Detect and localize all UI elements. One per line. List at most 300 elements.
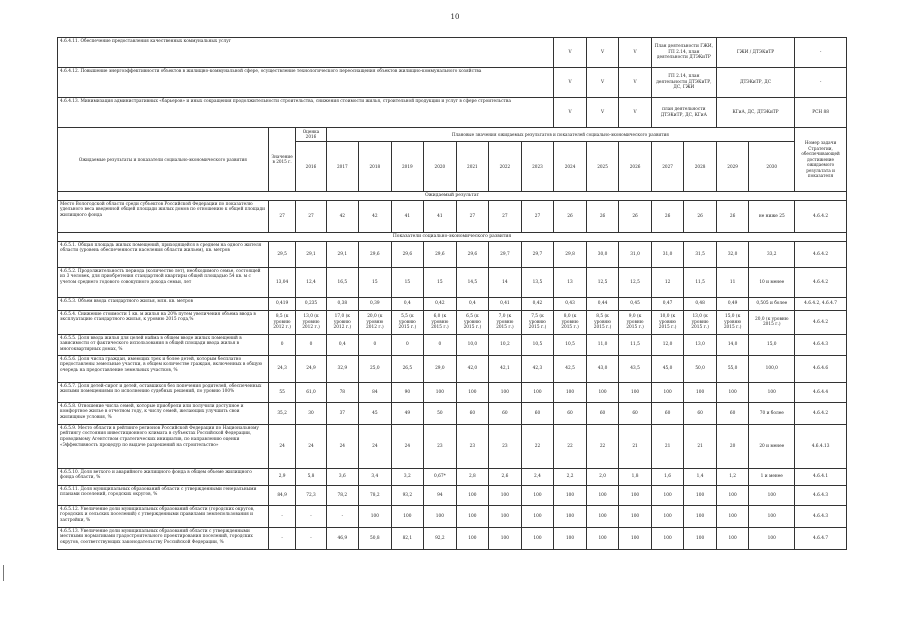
indicator-value: 26: [619, 200, 652, 232]
measure-mark: V: [619, 68, 652, 98]
indicator-row: [58, 355, 847, 382]
indicator-value: 100: [424, 382, 457, 402]
indicator-value: 0,43: [554, 297, 587, 310]
indicator-value: 60: [489, 402, 522, 424]
indicator-value: 100: [716, 527, 749, 549]
indicator-value: 21: [684, 424, 717, 468]
measure-row: [58, 38, 847, 68]
indicator-value: 12: [651, 267, 684, 297]
indicator-value: 30,0: [586, 241, 619, 267]
header-strategy-ref: Номер задачи Стратегии, обеспечивающей достижение ожидаемого результата и показателя: [795, 128, 847, 192]
indicator-value: 29,5: [268, 241, 296, 267]
indicator-value: 42,1: [489, 355, 522, 382]
indicator-value: 5,8: [296, 468, 326, 485]
indicator-ref: 4.6.4.2: [795, 402, 847, 424]
table-header: [58, 128, 847, 192]
indicator-label: 4.6.5.7. Доля детей-сирот и детей, оставшихся без попечения родителей, обеспеченных жилыми помещениями по исполнению судебных решений, по уровню 100%: [58, 382, 269, 402]
indicator-value: 100: [619, 505, 652, 527]
indicator-value: 60: [716, 402, 749, 424]
indicator-value: 0,44: [586, 297, 619, 310]
indicator-value: 13,04: [268, 267, 296, 297]
header-year: 2018: [359, 141, 392, 191]
indicator-value: 100: [749, 382, 795, 402]
indicator-value: 11,5: [619, 334, 652, 355]
indicator-value: 13,0 (к уровню 2012 г.): [296, 310, 326, 334]
indicator-value: 24: [391, 424, 424, 468]
indicator-value: 46,9: [326, 527, 359, 549]
indicator-value: 23: [489, 424, 522, 468]
indicator-row: [58, 485, 847, 505]
indicator-value: 9,0 (к уровню 2015 г.): [619, 310, 652, 334]
measure-document: -: [795, 68, 847, 98]
indicator-value: 31,5: [684, 241, 717, 267]
indicator-value: 0,41: [489, 297, 522, 310]
measure-executor: ГЖИ / ДТЭКиТР: [716, 38, 794, 68]
indicator-ref: 4.6.4.2: [795, 310, 847, 334]
indicator-value: 100: [521, 505, 554, 527]
indicator-value: 24,9: [296, 355, 326, 382]
indicator-value: 12,4: [296, 267, 326, 297]
indicator-value: 100: [521, 382, 554, 402]
indicator-value: 100: [651, 382, 684, 402]
indicator-value: 60: [651, 402, 684, 424]
section-expected-result: [58, 191, 847, 200]
measure-mark: V: [554, 68, 587, 98]
indicator-label: 4.6.5.13. Увеличение доли муниципальных образований области с утвержденными местными нормативами градостроительного проектирования поселений, городских округов, соответствующих законодательству Российской Федерации, %: [58, 527, 269, 549]
indicator-ref: 4.6.4.6: [795, 355, 847, 382]
indicator-value: 94: [424, 485, 457, 505]
indicator-value: 24: [326, 424, 359, 468]
indicator-value: 55,0: [716, 355, 749, 382]
indicator-value: 21: [651, 424, 684, 468]
indicator-value: 100: [359, 505, 392, 527]
indicator-label: 4.6.5.2. Продолжительность периода (количество лет), необходимого семье, состоящей из 3 человек, для приобретения стандартной квартиры общей площадью 54 кв. м с учетом среднего годового совокупного дохода семьи, лет: [58, 267, 269, 297]
indicator-value: 0,4: [391, 297, 424, 310]
indicator-label: 4.6.5.1. Общая площадь жилых помещений, приходящейся в среднем на одного жителя области (уровень обеспеченности населения области жильем), кв. метров: [58, 241, 269, 267]
measure-document: РСН 88: [795, 98, 847, 128]
indicator-value: 93,2: [391, 485, 424, 505]
indicator-value: 26: [651, 200, 684, 232]
indicator-value: 10,0: [456, 334, 489, 355]
indicator-row: [58, 297, 847, 310]
measure-text: 4.6.4.12. Повышение энергоэффективности объектов в жилищно-коммунальной сфере, осуществление технологического переоснащения объектов жилищно-коммунального хозяйства: [58, 68, 554, 98]
indicator-value: 27: [489, 200, 522, 232]
indicator-row: [58, 310, 847, 334]
indicator-row: [58, 334, 847, 355]
indicator-value: 12,5: [619, 267, 652, 297]
indicator-value: 26: [554, 200, 587, 232]
indicator-value: 84: [359, 382, 392, 402]
indicator-value: 10,5: [554, 334, 587, 355]
indicator-value: -: [296, 527, 326, 549]
indicator-ref: 4.6.4.2: [795, 200, 847, 232]
indicator-value: 29,6: [456, 241, 489, 267]
indicator-value: 82,1: [391, 527, 424, 549]
indicator-value: 42,3: [521, 355, 554, 382]
indicator-ref: 4.6.4.7: [795, 527, 847, 549]
indicator-label: 4.6.5.4. Снижение стоимости 1 кв. м жилья на 20% путем увеличения объема ввода в эксплуатацию стандартного жилья, к уровню 2015 года,%: [58, 310, 269, 334]
indicator-value: 30: [296, 402, 326, 424]
indicator-value: 14,0: [716, 334, 749, 355]
indicator-value: 2,9: [268, 468, 296, 485]
indicator-value: 0: [359, 334, 392, 355]
indicator-row: [58, 241, 847, 267]
indicator-value: 45: [359, 402, 392, 424]
indicator-value: 100: [716, 485, 749, 505]
indicator-value: 100: [586, 527, 619, 549]
measure-mark: V: [619, 98, 652, 128]
indicator-value: -: [268, 527, 296, 549]
indicator-value: 100: [619, 382, 652, 402]
indicator-value: 24,3: [268, 355, 296, 382]
header-estimate: Оценка 2016: [296, 128, 326, 142]
indicator-value: 100: [456, 505, 489, 527]
measure-executor-plan: ГП 2.14, план деятельности ДТЭКиТР, ДС, ГЖИ: [651, 68, 716, 98]
indicator-value: 100: [424, 505, 457, 527]
indicator-label: Место Вологодской области среди субъектов Российской Федерации по показателю удельного веса введенной общей площади жилых домов по отношению к общей площади жилищного фонда: [58, 200, 269, 232]
header-year: 2019: [391, 141, 424, 191]
indicator-value: 42,5: [554, 355, 587, 382]
indicator-value: 72,3: [296, 485, 326, 505]
measure-text: 4.6.4.11. Обеспечение предоставления качественных коммунальных услуг: [58, 38, 554, 68]
indicator-value: 29,7: [521, 241, 554, 267]
indicator-value: 12,0: [651, 334, 684, 355]
indicator-value: 100: [684, 527, 717, 549]
indicator-ref: 4.6.4.3: [795, 485, 847, 505]
indicator-value: 84,9: [268, 485, 296, 505]
header-year: 2024: [554, 141, 587, 191]
indicator-ref: 4.6.4.2: [795, 267, 847, 297]
indicator-value: 22: [521, 424, 554, 468]
indicator-value: 35,2: [268, 402, 296, 424]
indicator-value: 2,8: [456, 468, 489, 485]
indicator-value: 1,8: [619, 468, 652, 485]
indicator-value: 23: [424, 424, 457, 468]
indicator-value: 1,6: [651, 468, 684, 485]
indicator-value: 22: [586, 424, 619, 468]
indicator-value: 60: [684, 402, 717, 424]
indicator-value: 60: [554, 402, 587, 424]
indicator-value: 1,2: [716, 468, 749, 485]
indicator-value: 29,6: [359, 241, 392, 267]
indicator-ref: 4.6.4.4: [795, 382, 847, 402]
indicator-value: 78: [326, 382, 359, 402]
measure-mark: V: [554, 38, 587, 68]
indicator-value: 100: [619, 527, 652, 549]
indicator-value: 33,2: [749, 241, 795, 267]
indicator-value: 3,4: [359, 468, 392, 485]
indicator-row: [58, 200, 847, 232]
header-expected-results: Ожидаемые результаты и показатели социально-экономического развития: [58, 128, 269, 192]
indicator-value: 78,2: [359, 485, 392, 505]
measure-executor: КГиА, ДС, ДТЭКиТР: [716, 98, 794, 128]
indicator-value: 8,5 (к уровню 2012 г.): [268, 310, 296, 334]
indicator-value: 100: [489, 382, 522, 402]
indicator-value: 29,7: [489, 241, 522, 267]
indicator-value: 50,0: [684, 355, 717, 382]
indicator-value: 78,2: [326, 485, 359, 505]
indicator-value: 0,4: [326, 334, 359, 355]
header-year: 2023: [521, 141, 554, 191]
header-year: 2030: [749, 141, 795, 191]
indicator-value: 16,5: [326, 267, 359, 297]
indicator-value: 1,4: [684, 468, 717, 485]
indicator-value: 0,505 и более: [749, 297, 795, 310]
indicator-value: 3,6: [326, 468, 359, 485]
measure-document: -: [795, 38, 847, 68]
indicator-value: 27: [456, 200, 489, 232]
indicator-row: [58, 527, 847, 549]
indicator-value: 29,6: [424, 241, 457, 267]
indicator-label: 4.6.5.3. Объем ввода стандартного жилья, млн. кв. метров: [58, 297, 269, 310]
indicator-value: 100: [651, 485, 684, 505]
indicator-value: 2,6: [489, 468, 522, 485]
indicator-value: 100: [554, 485, 587, 505]
page-number: 10: [450, 13, 460, 21]
indicator-value: 55: [268, 382, 296, 402]
indicator-value: 25,0: [359, 355, 392, 382]
indicator-value: 24: [359, 424, 392, 468]
indicator-value: 43,0: [586, 355, 619, 382]
indicator-value: 20 и менее: [749, 424, 795, 468]
indicator-value: 100: [554, 527, 587, 549]
header-year: 2017: [326, 141, 359, 191]
indicator-value: 100: [684, 382, 717, 402]
indicator-value: 41: [424, 200, 457, 232]
indicator-value: 24: [268, 424, 296, 468]
indicator-value: 13,5: [521, 267, 554, 297]
indicator-ref: 4.6.4.13: [795, 424, 847, 468]
indicator-value: 49: [391, 402, 424, 424]
indicator-value: 60: [456, 402, 489, 424]
indicator-value: 70 и более: [749, 402, 795, 424]
header-plan-values: Плановые значения ожидаемых результатов и показателей социально-экономического развития: [326, 128, 795, 142]
indicator-value: 100: [586, 485, 619, 505]
indicator-value: 12,5: [586, 267, 619, 297]
indicator-value: 29,0: [424, 355, 457, 382]
indicator-value: 26: [586, 200, 619, 232]
indicator-value: 100: [391, 505, 424, 527]
indicator-value: 42: [359, 200, 392, 232]
indicator-value: 92,2: [424, 527, 457, 549]
indicator-value: 0: [268, 334, 296, 355]
measure-row: [58, 68, 847, 98]
indicator-value: 100: [489, 527, 522, 549]
indicator-value: 0,48: [684, 297, 717, 310]
measure-executor-plan: план деятельности ДТЭКиТР, ДС, КГиА: [651, 98, 716, 128]
indicator-ref: 4.6.4.2: [795, 241, 847, 267]
indicator-value: 11: [716, 267, 749, 297]
indicator-value: 17,0 (к уровню 2012 г.): [326, 310, 359, 334]
measure-executor: ДТЭКиТР, ДС: [716, 68, 794, 98]
indicator-label: 4.6.5.8. Отношение числа семей, которые приобрели или получили доступное и комфортное жилье в отчетном году, к числу семей, желающих улучшить свои жилищные условия, %: [58, 402, 269, 424]
indicator-value: 0,42: [424, 297, 457, 310]
indicator-row: [58, 402, 847, 424]
header-year: 2020: [424, 141, 457, 191]
section-indicators-label: Показатели социально-экономического развития: [58, 232, 847, 241]
header-estimate-year: 2016: [296, 141, 326, 191]
indicator-value: 100: [619, 485, 652, 505]
indicator-value: 2,4: [521, 468, 554, 485]
indicator-value: 10,5: [521, 334, 554, 355]
indicators-rows: [58, 191, 847, 549]
indicator-ref: 4.6.4.3: [795, 334, 847, 355]
indicator-value: 13,0: [684, 334, 717, 355]
indicator-value: 22: [554, 424, 587, 468]
indicator-value: 100: [651, 505, 684, 527]
header-year: 2027: [651, 141, 684, 191]
indicator-value: 0,47: [651, 297, 684, 310]
indicator-value: 100: [489, 505, 522, 527]
indicator-value: 8,0 (к уровню 2015 г.): [554, 310, 587, 334]
section-expected-result-label: Ожидаемый результат: [58, 191, 847, 200]
indicator-ref: 4.6.4.1: [795, 468, 847, 485]
indicator-value: -: [296, 505, 326, 527]
indicator-value: 11,0: [586, 334, 619, 355]
indicator-value: 26,5: [391, 355, 424, 382]
indicator-value: 24: [296, 424, 326, 468]
indicator-value: 27: [296, 200, 326, 232]
indicator-value: 23: [456, 424, 489, 468]
indicator-value: 42: [326, 200, 359, 232]
indicator-value: 100: [749, 527, 795, 549]
indicator-value: 20,0 (к уровню 2015 г.): [749, 310, 795, 334]
indicator-value: 100: [586, 505, 619, 527]
indicator-label: 4.6.5.10. Доля ветхого и аварийного жилищного фонда в общем объеме жилищного фонда области, %: [58, 468, 269, 485]
indicator-value: 31,0: [651, 241, 684, 267]
margin-mark: [3, 565, 6, 581]
measures-rows: [58, 38, 847, 128]
indicator-value: 37: [326, 402, 359, 424]
indicator-value: 0,67*: [424, 468, 457, 485]
indicator-value: 100: [554, 382, 587, 402]
development-plan-table: [57, 37, 847, 550]
indicator-value: 90: [391, 382, 424, 402]
indicator-value: 50: [424, 402, 457, 424]
indicator-value: 21: [619, 424, 652, 468]
indicator-value: 60: [619, 402, 652, 424]
header-year: 2025: [586, 141, 619, 191]
indicator-value: 20,0 (к уровню 2012 г.): [359, 310, 392, 334]
indicator-value: 32,9: [326, 355, 359, 382]
indicator-value: 42,0: [456, 355, 489, 382]
indicator-value: 0: [424, 334, 457, 355]
indicator-value: 7,0 (к уровню 2015 г.): [489, 310, 522, 334]
indicator-value: 29,8: [554, 241, 587, 267]
measure-mark: V: [619, 38, 652, 68]
indicator-value: 2,2: [554, 468, 587, 485]
indicator-value: 100: [489, 485, 522, 505]
header-year: 2028: [684, 141, 717, 191]
indicator-value: 100: [586, 382, 619, 402]
indicator-value: 60: [586, 402, 619, 424]
indicator-value: 27: [521, 200, 554, 232]
indicator-value: -: [268, 505, 296, 527]
header-year: 2029: [716, 141, 749, 191]
indicator-value: 0,42: [521, 297, 554, 310]
indicator-value: 26: [684, 200, 717, 232]
indicator-value: 8,5 (к уровню 2015 г.): [586, 310, 619, 334]
indicator-value: 11,5: [684, 267, 717, 297]
header-year: 2021: [456, 141, 489, 191]
indicator-value: 100: [521, 527, 554, 549]
indicator-value: 1 и менее: [749, 468, 795, 485]
indicator-value: 50,8: [359, 527, 392, 549]
indicator-value: 0,39: [359, 297, 392, 310]
indicator-value: 100: [521, 485, 554, 505]
indicator-value: 6,5 (к уровню 2015 г.): [456, 310, 489, 334]
indicator-value: 0,419: [268, 297, 296, 310]
indicator-value: 10,0 (к уровню 2015 г.): [651, 310, 684, 334]
indicator-value: 43,5: [619, 355, 652, 382]
indicator-value: 0,45: [619, 297, 652, 310]
indicator-value: 100: [716, 382, 749, 402]
header-year: 2026: [619, 141, 652, 191]
indicator-value: 5,5 (к уровню 2015 г.): [391, 310, 424, 334]
indicator-row: [58, 468, 847, 485]
indicator-value: 20: [716, 424, 749, 468]
indicator-value: 7,5 (к уровню 2015 г.): [521, 310, 554, 334]
indicator-label: 4.6.5.12. Увеличение доли муниципальных образований области (городских округов, городских и сельских поселений) с утвержденными правилами землепользования и застройки, %: [58, 505, 269, 527]
indicator-value: 100: [749, 485, 795, 505]
indicator-label: 4.6.5.6. Доля числа граждан, имеющих трех и более детей, которым бесплатно предоставлены земельные участки, в общем количестве граждан, включенных в общую очередь на предоставление земельных участков, %: [58, 355, 269, 382]
indicator-value: 100: [456, 382, 489, 402]
indicator-label: 4.6.5.11. Доля муниципальных образований области с утвержденными генеральными планами поселений, городских округов, %: [58, 485, 269, 505]
measure-mark: V: [554, 98, 587, 128]
indicator-value: 100: [456, 527, 489, 549]
indicator-value: 15: [391, 267, 424, 297]
indicator-label: 4.6.5.9. Место области в рейтинге регионов Российской Федерации по Национальному рейтингу состояния инвестиционного климата в субъектах Российской Федерации, проводимому Агентством стратегических инициатив, по направлению оценки «Эффективность процедур по выдаче разрешений на строительство»: [58, 424, 269, 468]
indicator-label: 4.6.5.5. Доля ввода жилья для целей найма в общем вводе жилых помещений в зависимости от фактического использования в общей площади ввода жилья в многоквартирных домах, %: [58, 334, 269, 355]
indicator-value: -: [326, 505, 359, 527]
indicator-value: 13,0 (к уровню 2015 г.): [684, 310, 717, 334]
indicator-value: 14,5: [456, 267, 489, 297]
indicator-value: 29,6: [391, 241, 424, 267]
indicator-ref: 4.6.4.3: [795, 505, 847, 527]
section-indicators: [58, 232, 847, 241]
indicator-value: 100,0: [749, 355, 795, 382]
indicator-value: 15,0: [749, 334, 795, 355]
indicator-value: 13: [554, 267, 587, 297]
indicator-value: 15: [424, 267, 457, 297]
indicator-row: [58, 267, 847, 297]
indicator-value: 3,2: [391, 468, 424, 485]
indicator-value: 0: [391, 334, 424, 355]
indicator-value: 100: [456, 485, 489, 505]
indicator-value: не ниже 25: [749, 200, 795, 232]
measure-mark: V: [586, 38, 619, 68]
indicator-value: 15,0 (к уровню 2015 г.): [716, 310, 749, 334]
indicator-ref: 4.6.4.2, 4.6.4.7: [795, 297, 847, 310]
measure-mark: V: [586, 68, 619, 98]
indicator-value: 6,0 (к уровню 2015 г.): [424, 310, 457, 334]
indicator-value: 14: [489, 267, 522, 297]
indicator-value: 2,0: [586, 468, 619, 485]
header-base-value: Значение в 2015 г.: [268, 128, 296, 192]
indicator-value: 0,49: [716, 297, 749, 310]
indicator-row: [58, 505, 847, 527]
indicator-value: 45,0: [651, 355, 684, 382]
indicator-value: 10 и менее: [749, 267, 795, 297]
indicator-value: 0,4: [456, 297, 489, 310]
indicator-value: 100: [749, 505, 795, 527]
indicator-value: 0,235: [296, 297, 326, 310]
indicator-value: 100: [684, 505, 717, 527]
indicator-value: 0,38: [326, 297, 359, 310]
indicator-value: 60: [521, 402, 554, 424]
indicator-value: 29,1: [326, 241, 359, 267]
indicator-value: 26: [716, 200, 749, 232]
